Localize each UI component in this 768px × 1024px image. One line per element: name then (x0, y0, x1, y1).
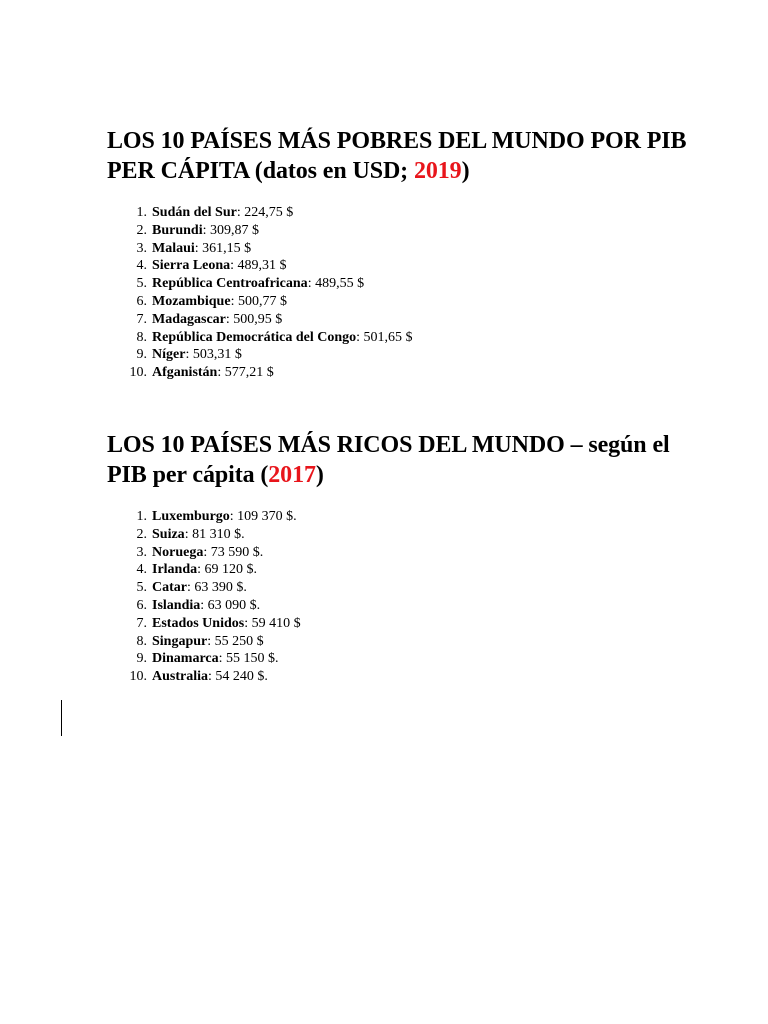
list-item-value: : 81 310 $. (184, 526, 245, 542)
list-item-country: Malaui (152, 240, 195, 256)
list-item-number: 6. (136, 597, 147, 613)
list-item-number: 10. (129, 669, 147, 685)
section-poorest-countries (107, 126, 707, 382)
section-richest-countries (107, 430, 707, 686)
list-item (107, 346, 707, 364)
list-item (107, 650, 707, 668)
list-item-value: : 63 390 $. (187, 580, 247, 596)
list-item-country: Noruega (152, 544, 204, 560)
list-item (107, 329, 707, 347)
list-item-value: : 489,55 $ (307, 276, 365, 292)
list-item-number: 9. (136, 651, 147, 667)
heading-poorest-year: 2019 (413, 158, 462, 184)
list-item-number: 4. (136, 562, 147, 578)
heading-poorest-close: ) (461, 158, 470, 184)
list-item (107, 275, 707, 293)
list-item-number: 3. (136, 240, 147, 256)
list-item-value: : 489,31 $ (230, 258, 287, 274)
list-item-country: Irlanda (152, 562, 198, 578)
list-item-value: : 59 410 $ (244, 615, 301, 631)
heading-poorest-text: LOS 10 PAÍSES MÁS POBRES DEL MUNDO POR PIB PER CÁPITA (datos en USD; (107, 128, 687, 184)
list-item (107, 526, 707, 544)
heading-richest (107, 430, 707, 490)
list-item (107, 240, 707, 258)
list-item-number: 5. (136, 580, 147, 596)
heading-poorest (107, 126, 707, 186)
list-item-number: 7. (136, 615, 147, 631)
list-item-number: 5. (136, 276, 147, 292)
list-item-value: : 500,77 $ (230, 293, 287, 309)
list-item-value: : 309,87 $ (202, 222, 259, 238)
list-item (107, 508, 707, 526)
list-item (107, 257, 707, 275)
list-item-value: : 73 590 $. (203, 544, 264, 560)
list-item-country: República Centroafricana (152, 276, 308, 292)
list-item-number: 7. (136, 311, 147, 327)
list-item-value: : 54 240 $. (208, 669, 268, 685)
list-item-number: 1. (136, 205, 147, 220)
list-item-number: 4. (136, 258, 147, 274)
list-item-value: : 501,65 $ (356, 329, 413, 345)
list-item-number: 9. (136, 347, 147, 363)
list-item-value: : 69 120 $. (197, 562, 258, 578)
list-item-country: República Democrática del Congo (152, 329, 357, 345)
list-item (107, 561, 707, 579)
list-item-value: : 361,15 $ (194, 240, 252, 256)
heading-richest-close: ) (315, 462, 324, 488)
list-item (107, 579, 707, 597)
list-item-country: Afganistán (152, 365, 218, 381)
list-item-number: 8. (136, 633, 147, 649)
list-item-value: : 224,75 $ (236, 205, 294, 220)
list-item (107, 204, 707, 222)
list-item-value: : 109 370 $. (229, 509, 297, 524)
heading-richest-year: 2017 (268, 462, 316, 488)
list-item (107, 364, 707, 382)
text-cursor (61, 700, 62, 736)
list-item-value: : 55 150 $. (218, 651, 279, 667)
list-item-number: 2. (136, 222, 147, 238)
list-item-number: 1. (136, 509, 147, 524)
list-item-country: Estados Unidos (152, 615, 245, 631)
list-item-country: Suiza (152, 526, 185, 542)
list-item (107, 544, 707, 562)
list-item (107, 311, 707, 329)
list-item-number: 6. (136, 293, 147, 309)
list-item (107, 222, 707, 240)
list-item-value: : 577,21 $ (217, 365, 274, 381)
list-item-country: Sudán del Sur (152, 205, 237, 220)
list-item-value: : 503,31 $ (185, 347, 242, 363)
list-item-country: Níger (152, 347, 186, 363)
list-item-country: Singapur (152, 633, 208, 649)
list-item-number: 10. (129, 365, 147, 381)
list-item (107, 615, 707, 633)
list-item-country: Islandia (152, 597, 201, 613)
list-item-value: : 55 250 $ (207, 633, 264, 649)
list-item-value: : 500,95 $ (225, 311, 283, 327)
list-item-country: Luxemburgo (152, 509, 230, 524)
list-item-value: : 63 090 $. (200, 597, 261, 613)
list-item-country: Madagascar (152, 311, 226, 327)
list-item-country: Dinamarca (152, 651, 219, 667)
list-item (107, 597, 707, 615)
list-item (107, 293, 707, 311)
list-item-country: Burundi (152, 222, 203, 238)
list-item-country: Sierra Leona (152, 258, 231, 274)
list-item-number: 2. (136, 526, 147, 542)
list-item (107, 668, 707, 686)
list-item-number: 8. (136, 329, 147, 345)
list-item-country: Australia (152, 669, 208, 685)
list-item-country: Mozambique (152, 293, 231, 309)
list-poorest (107, 204, 707, 382)
list-item (107, 633, 707, 651)
list-richest (107, 508, 707, 686)
list-item-number: 3. (136, 544, 147, 560)
list-item-country: Catar (152, 580, 187, 596)
heading-richest-text: LOS 10 PAÍSES MÁS RICOS DEL MUNDO – según el PIB per cápita ( (107, 432, 670, 488)
